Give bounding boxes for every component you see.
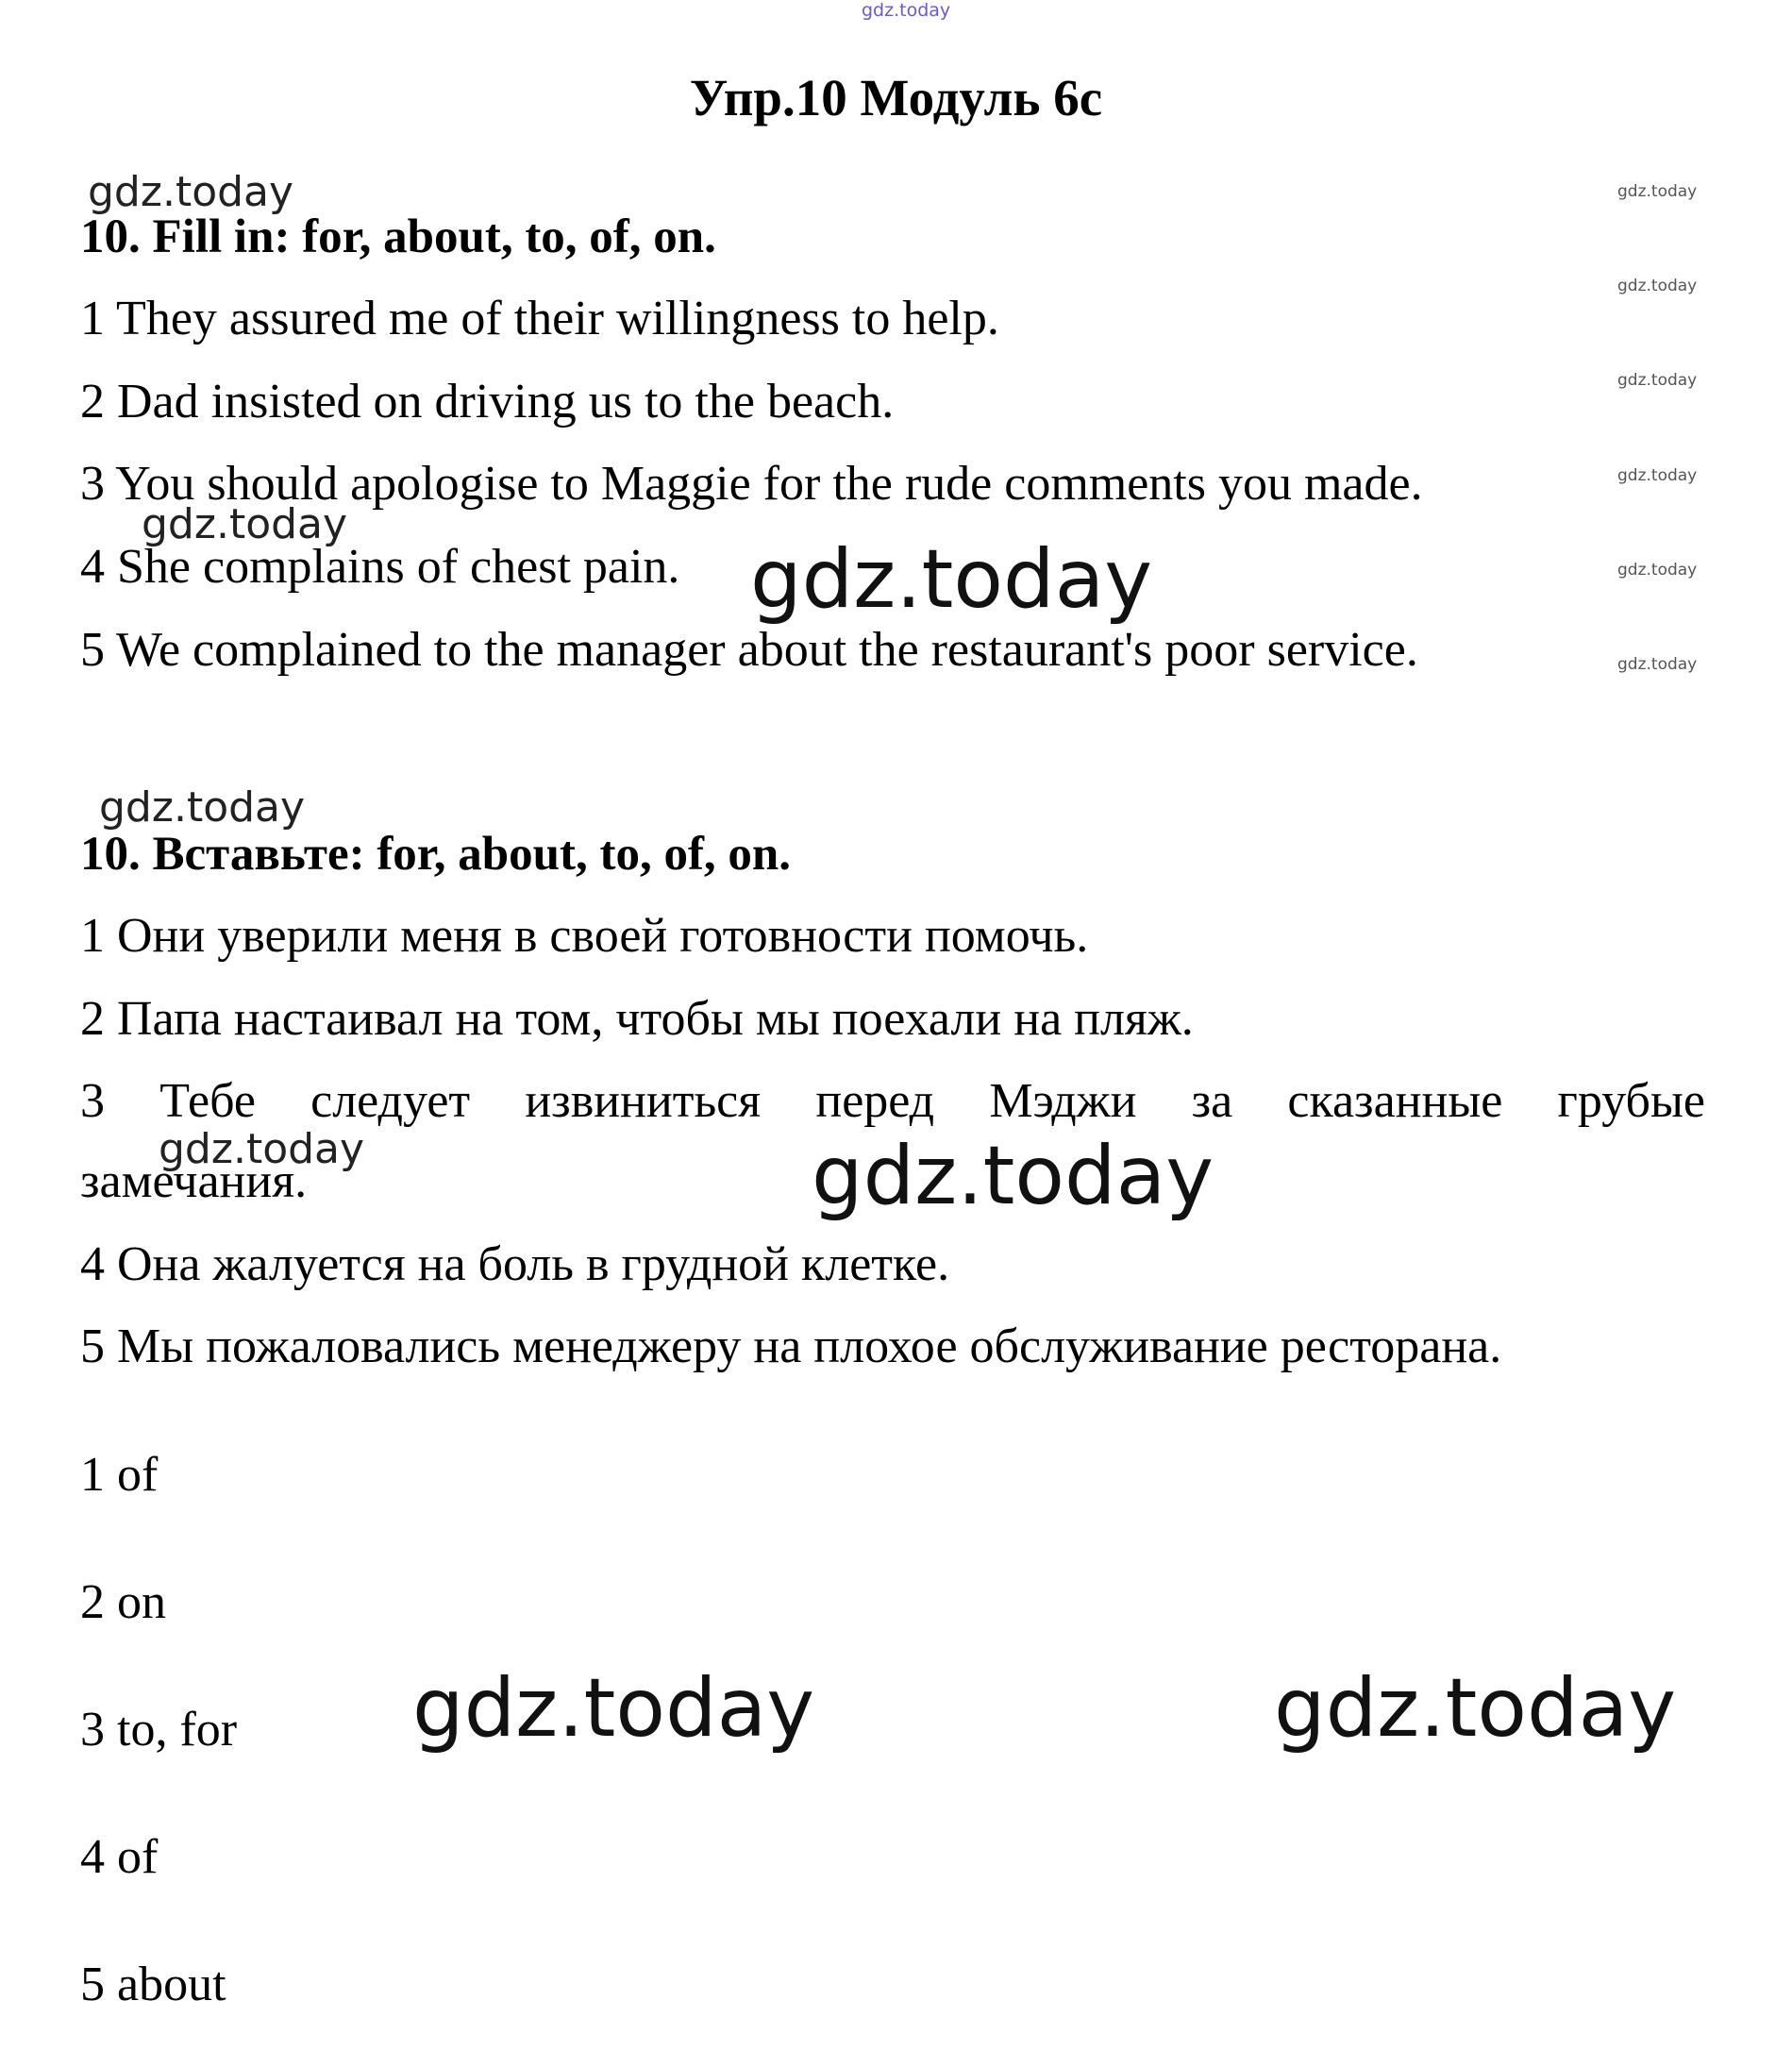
exercise-item-english: 3 You should apologise to Maggie for the rude comments you made.	[80, 457, 1423, 511]
exercise-heading-english: 10. Fill in: for, about, to, of, on.	[80, 210, 716, 263]
exercise-item-russian: 3 Тебе следует извиниться перед Мэджи за сказанные грубые	[80, 1074, 1705, 1128]
exercise-item-english: 2 Dad insisted on driving us to the beach.	[80, 375, 895, 429]
exercise-item-russian-continued: замечания.	[80, 1154, 308, 1208]
answer-item: 3 to, for	[80, 1703, 238, 1757]
page-title: Упр.10 Модуль 6с	[689, 69, 1103, 126]
answer-item: 5 about	[80, 1958, 226, 2011]
exercise-item-english: 4 She complains of chest pain.	[80, 540, 680, 594]
watermark-small: gdz.today	[1617, 371, 1698, 390]
watermark-small: gdz.today	[1617, 182, 1698, 201]
exercise-item-english: 5 We complained to the manager about the restaurant's poor service.	[80, 623, 1418, 677]
answer-item: 4 of	[80, 1830, 159, 1884]
watermark-large: gdz.today	[750, 532, 1153, 627]
watermark: gdz.today	[159, 1125, 365, 1173]
watermark: gdz.today	[142, 500, 348, 548]
exercise-item-russian: 2 Папа настаивал на том, чтобы мы поехали на пляж.	[80, 992, 1194, 1046]
answer-item: 2 on	[80, 1575, 166, 1629]
exercise-item-russian: 5 Мы пожаловались менеджеру на плохое обслуживание ресторана.	[80, 1320, 1502, 1373]
watermark-large: gdz.today	[1274, 1661, 1677, 1756]
watermark-small: gdz.today	[1617, 561, 1698, 580]
watermark-large: gdz.today	[412, 1661, 815, 1756]
watermark-small: gdz.today	[1617, 277, 1698, 295]
answer-item: 1 of	[80, 1448, 159, 1502]
watermark-large: gdz.today	[812, 1129, 1214, 1223]
exercise-item-russian: 1 Они уверили меня в своей готовности помочь.	[80, 909, 1089, 963]
exercise-item-russian: 4 Она жалуется на боль в грудной клетке.	[80, 1237, 950, 1291]
watermark-small: gdz.today	[1617, 655, 1698, 674]
exercise-item-english: 1 They assured me of their willingness to help.	[80, 292, 999, 345]
watermark: gdz.today	[88, 168, 294, 216]
watermark-top: gdz.today	[862, 0, 951, 21]
exercise-heading-russian: 10. Вставьте: for, about, to, of, on.	[80, 828, 792, 881]
watermark-small: gdz.today	[1617, 466, 1698, 485]
watermark: gdz.today	[99, 783, 306, 832]
